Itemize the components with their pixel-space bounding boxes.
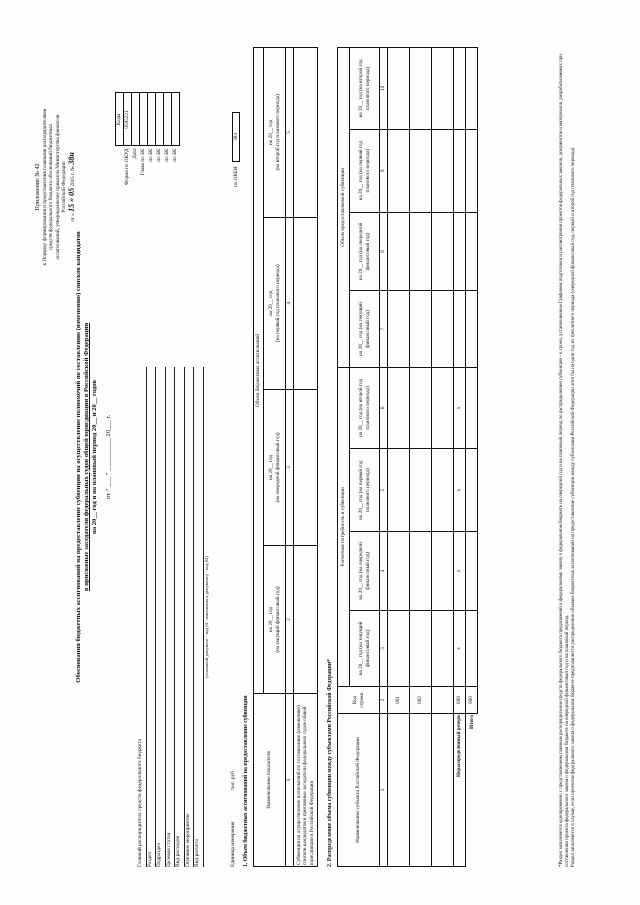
section-1-title: 1. Объем бюджетных ассигнований на предоставление субвенции xyxy=(243,695,249,867)
s2-cell xyxy=(432,531,454,610)
appendix-line-4: Российской Федерации xyxy=(60,161,67,213)
s2-cell xyxy=(454,48,466,130)
table-row xyxy=(432,48,454,867)
s1-col-number: 1 xyxy=(286,694,294,867)
appendix-line-1: к Порядку формирования и представления главными распорядителями xyxy=(42,108,49,266)
unit-line: Единица измерения тыс. руб xyxy=(230,771,236,867)
s2-sub-col: на 20__ год (на первый год планового периода) xyxy=(350,449,380,532)
s1-row-label: Субвенция на осуществление полномочий по составлению (изменению) списков кандидатов в присяжные заседатели федеральных судов общей юрисдикции в Российской Федерации xyxy=(294,694,318,867)
code-value xyxy=(148,93,156,146)
s2-col-need: Расчетная потребность в субвенции xyxy=(338,367,350,686)
s2-col-number: 4 xyxy=(380,531,388,610)
appendix-date: от « 15 » 05 2015 г. № 38н xyxy=(67,152,77,222)
s2-col-number: 3 xyxy=(380,610,388,686)
appendix-number: Приложение № 42 xyxy=(35,163,41,211)
s2-cell xyxy=(454,212,466,291)
code-value xyxy=(156,93,164,146)
form-labels xyxy=(137,367,212,867)
s2-cell: x xyxy=(454,531,466,610)
s1-cell xyxy=(294,217,318,389)
appendix-line-2: средств федерального бюджета обоснований бюджетных xyxy=(48,123,55,251)
doc-code-note: (основной документ - код 01; изменения к документу - код 02) xyxy=(203,556,209,678)
code-label: по БК xyxy=(148,148,155,162)
s2-cell xyxy=(388,48,410,130)
footnote-2: Раздел заполняется в случае, если проектом федерального закона о федеральном бюджете предполагается распределение объемов бюджетных ассигнований на предоставление субвенции между субъектами Российской Федерации хотя бы на один год из трехлетнего периода (очередной финансовый год, первый и второй год планового периода). xyxy=(571,146,577,867)
code-label: по БК xyxy=(172,148,179,162)
s1-col-number: 2 xyxy=(286,546,294,694)
label-subsection: Подраздел xyxy=(156,367,166,867)
s1-col-number: 5 xyxy=(286,48,294,218)
s2-cell xyxy=(410,48,432,130)
unallocated-code: 800 xyxy=(454,687,466,714)
s2-sub-col: на 20__ год (на текущий финансовый год) xyxy=(350,291,380,367)
s2-cell xyxy=(388,610,410,686)
section-1-table xyxy=(253,47,318,867)
footnotes xyxy=(559,37,577,867)
s2-cell: x xyxy=(454,610,466,686)
s2-cell xyxy=(388,449,410,532)
s2-cell xyxy=(410,129,432,212)
form-okud-value: 0505221 xyxy=(124,93,132,146)
total-row xyxy=(466,48,478,867)
s2-cell xyxy=(466,610,478,686)
s2-region-cell xyxy=(388,714,410,867)
form-okud-label: Форма по ОКУД xyxy=(124,148,131,185)
s1-cell xyxy=(294,48,318,218)
s2-cell: x xyxy=(454,367,466,449)
s2-cell xyxy=(388,531,410,610)
s2-cell xyxy=(454,129,466,212)
section-2-table xyxy=(337,47,478,867)
label-manager: Главный распорядитель средств федерального бюджета xyxy=(137,367,147,867)
s1-col-y4: на 20__ год (на второй год планового периода) xyxy=(264,48,286,218)
s2-col-number: 5 xyxy=(380,449,388,532)
codes-table xyxy=(115,92,180,187)
s2-sub-col: на 20__ год (на второй год планового периода) xyxy=(350,48,380,130)
s2-region-cell xyxy=(410,714,432,867)
title-date-line: от " ___ " __________ 20___ г. xyxy=(104,414,112,500)
s2-cell xyxy=(432,291,454,367)
s2-cell xyxy=(466,291,478,367)
s2-cell xyxy=(410,610,432,686)
unallocated-row xyxy=(454,48,466,867)
s2-sub-col: на 20__ год (на очередной финансовый год) xyxy=(350,531,380,610)
s2-col-number: 10 xyxy=(380,48,388,130)
s2-cell xyxy=(432,449,454,532)
s2-sub-col: на 20__ год (на второй год планового периода) xyxy=(350,367,380,449)
s1-col-group: Объем бюджетных ассигнований xyxy=(254,48,264,694)
s2-cell xyxy=(388,367,410,449)
s2-cell xyxy=(466,449,478,532)
s2-col-number: 1 xyxy=(380,714,388,867)
s1-col-y2: на 20__ год (на очередной финансовый год) xyxy=(264,389,286,545)
s2-cell xyxy=(466,212,478,291)
code-label: по БК xyxy=(156,148,163,162)
title-line-2: в присяжные заседатели федеральных судов общей юрисдикции в Российской Федерации xyxy=(82,322,90,592)
s2-cell xyxy=(466,48,478,130)
s2-cell: x xyxy=(454,449,466,532)
codes-block xyxy=(115,77,180,187)
table-row xyxy=(388,48,410,867)
code-value xyxy=(164,93,172,146)
order-number: 38н xyxy=(67,152,77,165)
okei-line: по ОКЕИ 384 xyxy=(232,112,240,187)
s2-cell xyxy=(432,129,454,212)
code-value xyxy=(172,93,180,146)
s2-cell xyxy=(388,212,410,291)
s1-col-y1: на 20__ год (на текущий финансовый год) xyxy=(264,546,286,694)
s2-sub-col: на 20__ год (на первый год планового периода) xyxy=(350,129,380,212)
s2-col-code: Код строки xyxy=(338,687,380,714)
label-calc-type: Вид расчета xyxy=(194,367,204,867)
s2-col-number: 8 xyxy=(380,212,388,291)
s2-cell xyxy=(388,129,410,212)
label-event: Основное мероприятие xyxy=(185,367,195,867)
title-line-3: на 20__ год и на плановый период 20__ и 20__ годов xyxy=(90,380,98,534)
s2-col-number: 6 xyxy=(380,367,388,449)
s2-sub-col: на 20__ год (на текущий финансовый год) xyxy=(350,610,380,686)
handwritten-date: 15 » 05 xyxy=(67,187,77,212)
s1-cell xyxy=(294,546,318,694)
s2-col-name: Наименование субъекта Российской Федерации xyxy=(338,714,380,867)
s2-cell xyxy=(466,367,478,449)
label-expense-type: Вид расходов xyxy=(175,367,185,867)
section-2-title: 2. Распределение объема субвенции между субъектами Российской Федерации* xyxy=(327,658,333,867)
s2-cell xyxy=(466,129,478,212)
s2-code-cell: 001 xyxy=(388,687,410,714)
s2-cell xyxy=(466,531,478,610)
s2-cell xyxy=(454,291,466,367)
s2-cell xyxy=(388,291,410,367)
s1-col-y3: на 20__ год (на первый год планового периода) xyxy=(264,217,286,389)
s2-cell xyxy=(432,48,454,130)
codes-header: Коды xyxy=(116,93,124,146)
s2-code-cell xyxy=(432,687,454,714)
s2-cell xyxy=(410,212,432,291)
appendix-header xyxy=(35,57,77,317)
table-row xyxy=(410,48,432,867)
footnote-1: *Раздел заполняется одновременно с представлением главным распорядителем средств федерального бюджета предложений к федеральному закону о федеральном бюджете на очередной год и на плановый период по распределению субвенции - в сроки, установленные Графиком подготовки и рассмотрения проектов федеральных законов, документов и материалов, разрабатываемых при составлении проекта федерального закона о федеральном бюджете на очередной финансовый год и на плановый период. xyxy=(559,54,571,867)
code-label: Глава по БК xyxy=(140,148,147,176)
code-value xyxy=(132,93,140,146)
s1-col-number: 3 xyxy=(286,389,294,545)
code-label: по БК xyxy=(164,148,171,162)
s1-col-number: 4 xyxy=(286,217,294,389)
s2-cell xyxy=(410,531,432,610)
s2-cell xyxy=(410,291,432,367)
total-code: 900 xyxy=(466,687,478,714)
s2-col-plan: Объем предоставляемой субвенции xyxy=(338,48,350,368)
s2-cell xyxy=(432,610,454,686)
total-label: Итого xyxy=(466,714,478,867)
title-line-1: Обоснования бюджетных ассигнований на предоставление субвенции на осуществление полномочий по составлению (изменению) списков кандидатов xyxy=(75,231,82,683)
s2-col-number: 7 xyxy=(380,291,388,367)
s1-col-name: Наименование показателя xyxy=(254,694,286,867)
label-section: Раздел xyxy=(147,367,157,867)
s2-sub-col: на 20__ год (на очередной финансовый год) xyxy=(350,212,380,291)
s2-cell xyxy=(410,367,432,449)
s2-cell xyxy=(410,449,432,532)
rotated-document xyxy=(27,27,617,877)
unallocated-label: Нераспределенный резерв xyxy=(454,714,466,867)
document-title xyxy=(75,97,113,817)
s2-col-number: 2 xyxy=(380,687,388,714)
s2-cell xyxy=(432,212,454,291)
s1-cell xyxy=(294,389,318,545)
s2-code-cell: 002 xyxy=(410,687,432,714)
code-label: Дата xyxy=(132,148,139,159)
s2-region-cell xyxy=(432,714,454,867)
s2-cell xyxy=(432,367,454,449)
code-value xyxy=(140,93,148,146)
s2-col-number: 9 xyxy=(380,129,388,212)
appendix-line-3: ассигнований, утвержденному приказом Министерства финансов xyxy=(54,114,61,260)
label-target: Целевая статья xyxy=(166,367,176,867)
